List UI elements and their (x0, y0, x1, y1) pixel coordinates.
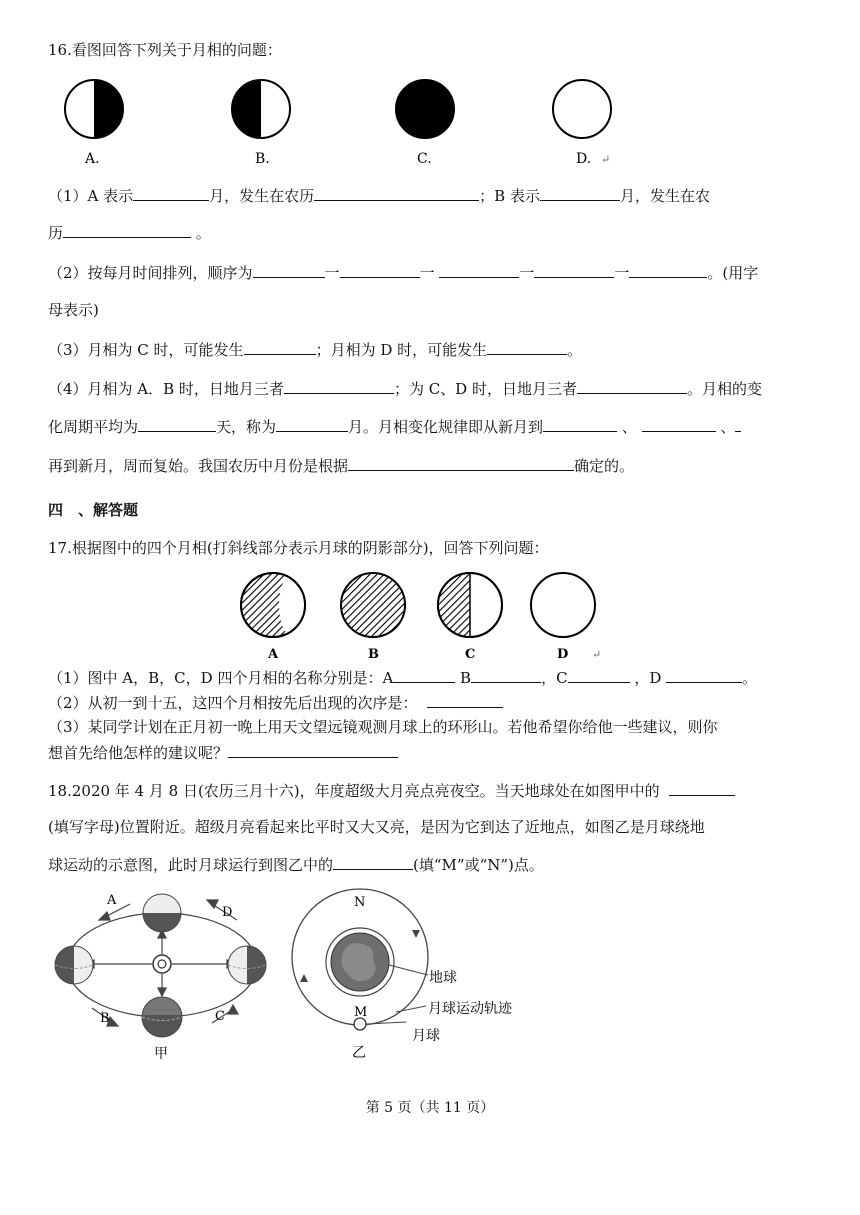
figure-jia (52, 880, 282, 1065)
q16-label-a: A. (85, 151, 100, 167)
q16-label-d: D. (576, 151, 592, 167)
yi-label-m: M (354, 1005, 368, 1020)
q18-l2: (填写字母)位置附近。超级月亮看起来比平时又大又亮，是因为它到达了近地点，如图乙是月球绕地 (48, 818, 705, 836)
jia-label-d: D (222, 905, 233, 920)
q17-moon-d-icon (531, 573, 595, 637)
yi-label-orbit: 月球运动轨迹 (428, 1001, 512, 1017)
yi-label-moon: 月球 (412, 1028, 440, 1044)
yi-caption: 乙 (352, 1045, 366, 1061)
earth-icon (326, 928, 394, 996)
earth-top-icon (143, 894, 181, 932)
yi-label-n: N (354, 895, 366, 910)
q17-moon-a-icon (241, 572, 309, 638)
sun-icon (153, 955, 171, 973)
return-mark: ↵ (592, 648, 602, 661)
q17-p3-cont: 想首先给他怎样的建议呢？ (48, 742, 398, 763)
moon-phase-b-icon (230, 78, 290, 142)
q18-l1: 18.2020 年 4 月 8 日(农历三月十六)，年度超级大月亮点亮夜空。当天地球处在如图甲中的 (48, 780, 735, 801)
q16-p3: （3）月相为 C 时，可能发生 ；月相为 D 时，可能发生 。 (48, 341, 583, 359)
q17-label-b: B (368, 647, 379, 662)
q17-moon-figure (230, 565, 630, 665)
q17-p1: （1）图中 A，B，C，D 四个月相的名称分别是：A B ，C ，D 。 (48, 669, 758, 687)
figure-yi (288, 882, 548, 1067)
jia-label-c: C (215, 1009, 225, 1024)
q16-moon-figure (55, 72, 655, 172)
jia-label-b: B (100, 1011, 110, 1026)
q17-label-c: C (465, 647, 476, 662)
q18-l3: 球运动的示意图，此时月球运行到图乙中的 (填“M”或“N”)点。 (48, 856, 544, 874)
page-footer: 第 5 页（共 11 页） (365, 1100, 495, 1116)
q17-p2: （2）从初一到十五，这四个月相按先后出现的次序是： (48, 692, 503, 713)
q16-p2: （2）按每月时间排列，顺序为 一 一 一 一 。(用字 (48, 264, 759, 282)
earth-bottom-icon (142, 997, 182, 1037)
q16-p1: （1）A 表示 月，发生在农历 ；B 表示 月，发生在农 (48, 187, 710, 205)
yi-label-earth: 地球 (429, 970, 457, 986)
q17-moon-c-icon (437, 572, 502, 638)
q17-label-d: D (557, 647, 569, 662)
q17-title: 17.根据图中的四个月相(打斜线部分表示月球的阴影部分)，回答下列问题： (48, 539, 549, 557)
jia-caption: 甲 (154, 1046, 168, 1062)
q16-p2-cont: 母表示) (48, 301, 99, 319)
moon-phase-d-icon (553, 80, 611, 138)
q16-p4: （4）月相为 A．B 时，日地月三者 ；为 C、D 时，日地月三者 。月相的变 (48, 380, 762, 398)
q16-label-b: B. (255, 151, 270, 167)
earth-right-icon (228, 946, 266, 984)
q16-p4-cont1: 化周期平均为 天，称为 月。月相变化规律即从新月到 、 、 (48, 416, 741, 437)
q16-p1-cont: 历 。 (48, 224, 211, 242)
earth-left-icon (55, 946, 93, 984)
return-mark: ↵ (601, 153, 611, 166)
q17-moon-b-icon (341, 573, 405, 637)
q16-label-c: C. (417, 151, 432, 167)
q16-p4-cont2: 再到新月，周而复始。我国农历中月份是根据 确定的。 (48, 457, 635, 475)
moon-phase-a-icon (65, 78, 126, 142)
q17-label-a: A (268, 647, 279, 662)
q16-title: 16.看图回答下列关于月相的问题： (48, 41, 282, 59)
q17-p3: （3）某同学计划在正月初一晚上用天文望远镜观测月球上的环形山。若他希望你给他一些建议，则你 (48, 718, 718, 736)
section-title: 四 、解答题 (48, 501, 139, 519)
jia-label-a: A (107, 893, 117, 908)
moon-phase-c-icon (396, 80, 454, 138)
